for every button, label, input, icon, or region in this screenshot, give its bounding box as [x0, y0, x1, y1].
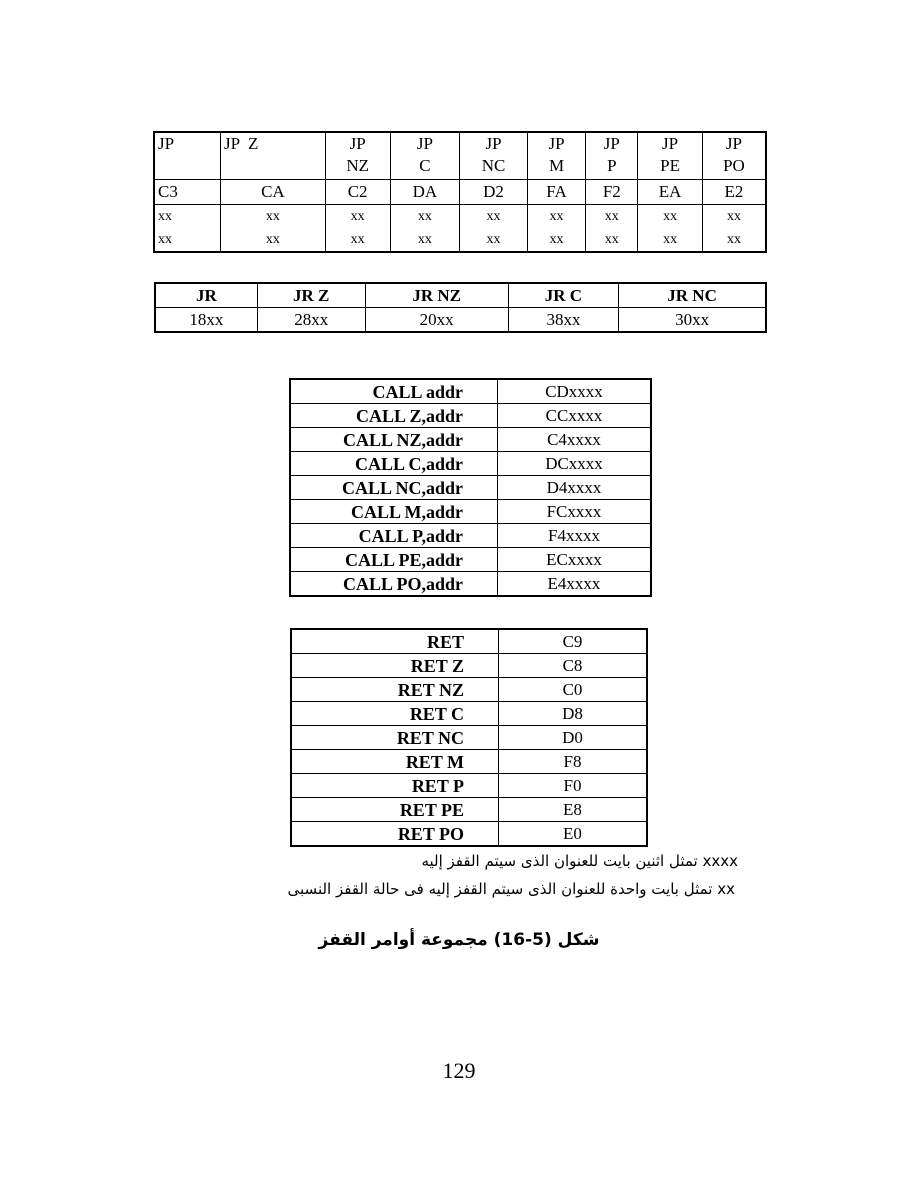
- instruction-cell: CALL NC,addr: [290, 476, 498, 500]
- jr-header-cell: JR C: [508, 283, 618, 308]
- jp-header-cell: JP Z: [221, 132, 326, 180]
- instruction-cell: CALL P,addr: [290, 524, 498, 548]
- opcode-cell: C8: [499, 654, 648, 678]
- jp-operand-cell: xx: [221, 228, 326, 252]
- jp-opcode-cell: DA: [390, 180, 460, 205]
- jp-operand-cell: xx: [460, 228, 527, 252]
- jp-operand-cell: xx: [638, 228, 703, 252]
- table-row: [291, 822, 647, 847]
- table-row: [290, 548, 651, 572]
- jp-operand-cell: xx: [527, 205, 586, 229]
- jp-header-cell: JP NC: [460, 132, 527, 180]
- opcode-cell: E0: [499, 822, 648, 847]
- jr-header-cell: JR NZ: [365, 283, 508, 308]
- jp-opcode-cell: FA: [527, 180, 586, 205]
- jp-operand-cell: xx: [325, 228, 390, 252]
- instruction-cell: RET PE: [291, 798, 499, 822]
- opcode-cell: C0: [499, 678, 648, 702]
- instruction-cell: RET P: [291, 774, 499, 798]
- jp-header-cell: JP PO: [702, 132, 766, 180]
- jp-header-cell: JP P: [586, 132, 638, 180]
- jp-opcode-cell: EA: [638, 180, 703, 205]
- jp-operand-cell: xx: [586, 228, 638, 252]
- jp-operand-cell: xx: [221, 205, 326, 229]
- instruction-cell: RET NZ: [291, 678, 499, 702]
- page-number: 129: [442, 1058, 476, 1083]
- jr-header-cell: JR NC: [619, 283, 766, 308]
- jr-code-row: [155, 308, 766, 333]
- instruction-cell: RET PO: [291, 822, 499, 847]
- jp-operand-cell: xx: [154, 228, 221, 252]
- table-row: [291, 702, 647, 726]
- table-row: [291, 654, 647, 678]
- jp-operand-cell: xx: [586, 205, 638, 229]
- jp-opcode-row: [154, 180, 766, 205]
- instruction-cell: CALL addr: [290, 379, 498, 404]
- note-xxxx: xxxx تمثل اثنين بايت للعنوان الذى سيتم القفز إليه: [421, 852, 738, 870]
- instruction-cell: CALL NZ,addr: [290, 428, 498, 452]
- table-row: [291, 750, 647, 774]
- jp-header-cell: JP M: [527, 132, 586, 180]
- jr-header-cell: JR Z: [257, 283, 365, 308]
- jp-operand-cell: xx: [325, 205, 390, 229]
- table-row: [290, 379, 651, 404]
- instruction-cell: RET NC: [291, 726, 499, 750]
- jp-operand-cell: xx: [527, 228, 586, 252]
- jr-code-cell: 30xx: [619, 308, 766, 333]
- jp-operand-row: [154, 228, 766, 252]
- opcode-cell: F4xxxx: [498, 524, 652, 548]
- opcode-cell: D8: [499, 702, 648, 726]
- ret-instructions-table: [290, 628, 648, 847]
- opcode-cell: C9: [499, 629, 648, 654]
- opcode-cell: F8: [499, 750, 648, 774]
- jp-operand-cell: xx: [154, 205, 221, 229]
- jp-header-cell: JP C: [390, 132, 460, 180]
- instruction-cell: CALL M,addr: [290, 500, 498, 524]
- call-instructions-table: [289, 378, 652, 597]
- jp-header-cell: JP PE: [638, 132, 703, 180]
- table-row: [291, 629, 647, 654]
- jp-opcode-cell: E2: [702, 180, 766, 205]
- jr-code-cell: 20xx: [365, 308, 508, 333]
- jp-operand-cell: xx: [460, 205, 527, 229]
- table-row: [290, 476, 651, 500]
- opcode-cell: FCxxxx: [498, 500, 652, 524]
- opcode-cell: D0: [499, 726, 648, 750]
- table-row: [291, 678, 647, 702]
- opcode-cell: D4xxxx: [498, 476, 652, 500]
- jp-operand-cell: xx: [638, 205, 703, 229]
- jr-code-cell: 38xx: [508, 308, 618, 333]
- jr-header-row: [155, 283, 766, 308]
- jr-code-cell: 18xx: [155, 308, 257, 333]
- jp-instructions-table: [153, 131, 767, 253]
- instruction-cell: RET Z: [291, 654, 499, 678]
- table-row: [290, 500, 651, 524]
- table-row: [290, 452, 651, 476]
- instruction-cell: RET M: [291, 750, 499, 774]
- instruction-cell: RET: [291, 629, 499, 654]
- table-row: [290, 428, 651, 452]
- table-row: [290, 404, 651, 428]
- instruction-cell: CALL C,addr: [290, 452, 498, 476]
- jp-operand-cell: xx: [390, 228, 460, 252]
- instruction-cell: RET C: [291, 702, 499, 726]
- table-row: [291, 798, 647, 822]
- jp-header-row: [154, 132, 766, 180]
- jr-code-cell: 28xx: [257, 308, 365, 333]
- table-row: [290, 524, 651, 548]
- jp-opcode-cell: C2: [325, 180, 390, 205]
- jp-opcode-cell: F2: [586, 180, 638, 205]
- jp-opcode-cell: D2: [460, 180, 527, 205]
- opcode-cell: C4xxxx: [498, 428, 652, 452]
- figure-caption: شكل (5-16) مجموعة أوامر القفز: [318, 930, 600, 950]
- jp-opcode-cell: C3: [154, 180, 221, 205]
- table-row: [291, 726, 647, 750]
- opcode-cell: ECxxxx: [498, 548, 652, 572]
- jr-header-cell: JR: [155, 283, 257, 308]
- jr-instructions-table: [154, 282, 767, 333]
- jp-opcode-cell: CA: [221, 180, 326, 205]
- jp-header-cell: JP: [154, 132, 221, 180]
- note-xx: xx تمثل بايت واحدة للعنوان الذى سيتم القفز إليه فى حالة القفز النسبى: [287, 880, 735, 898]
- opcode-cell: E4xxxx: [498, 572, 652, 597]
- opcode-cell: F0: [499, 774, 648, 798]
- table-row: [290, 572, 651, 597]
- jp-operand-cell: xx: [702, 228, 766, 252]
- jp-operand-cell: xx: [390, 205, 460, 229]
- opcode-cell: DCxxxx: [498, 452, 652, 476]
- jp-operand-row: [154, 205, 766, 229]
- table-row: [291, 774, 647, 798]
- jp-operand-cell: xx: [702, 205, 766, 229]
- opcode-cell: E8: [499, 798, 648, 822]
- opcode-cell: CDxxxx: [498, 379, 652, 404]
- opcode-cell: CCxxxx: [498, 404, 652, 428]
- instruction-cell: CALL PE,addr: [290, 548, 498, 572]
- instruction-cell: CALL Z,addr: [290, 404, 498, 428]
- jp-header-cell: JP NZ: [325, 132, 390, 180]
- instruction-cell: CALL PO,addr: [290, 572, 498, 597]
